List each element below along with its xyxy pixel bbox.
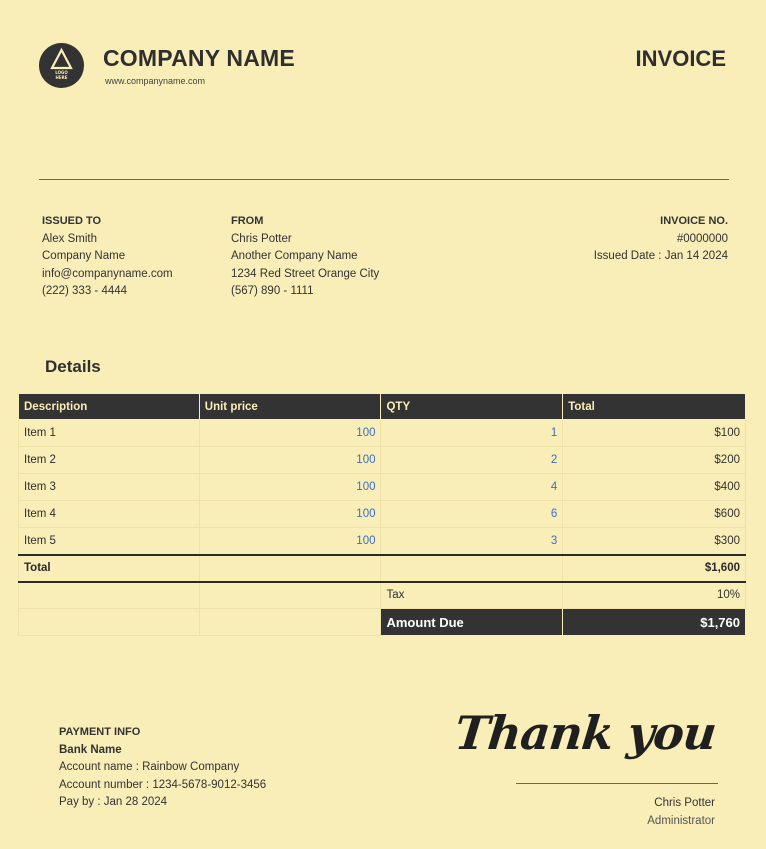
- column-header-description: Description: [19, 394, 200, 420]
- signer-role: Administrator: [647, 815, 715, 827]
- item-qty: 2: [381, 447, 563, 474]
- item-unit-price: 100: [199, 447, 381, 474]
- logo-text-line2: HERE: [55, 75, 68, 80]
- item-qty: 4: [381, 474, 563, 501]
- issued-to-phone: (222) 333 - 4444: [42, 285, 128, 297]
- table-header-row: [19, 394, 746, 420]
- triangle-logo-icon: [39, 43, 84, 88]
- item-total: $300: [563, 528, 746, 555]
- company-url[interactable]: www.companyname.com: [105, 76, 206, 86]
- issued-to-heading: ISSUED TO: [42, 215, 102, 227]
- tax-label: Tax: [381, 582, 563, 609]
- thank-you-text: Thank you: [452, 706, 719, 760]
- issued-to-email[interactable]: info@companyname.com: [42, 267, 173, 280]
- from-phone: (567) 890 - 1111: [231, 285, 314, 297]
- item-total: $100: [563, 420, 746, 447]
- from-address: 1234 Red Street Orange City: [231, 267, 380, 280]
- item-unit-price: 100: [199, 501, 381, 528]
- table-row: [19, 420, 746, 447]
- column-header-qty: QTY: [381, 394, 563, 420]
- amount-due-label: Amount Due: [381, 609, 563, 636]
- from-block: [231, 213, 379, 301]
- amount-due-row: [19, 609, 746, 636]
- item-total: $200: [563, 447, 746, 474]
- item-total: $400: [563, 474, 746, 501]
- item-qty: 1: [381, 420, 563, 447]
- invoice-title: INVOICE: [635, 46, 726, 71]
- from-heading: FROM: [231, 215, 264, 227]
- signature-line: [516, 783, 718, 784]
- total-row: [19, 555, 746, 582]
- table-row: [19, 447, 746, 474]
- item-description: Item 1: [19, 420, 200, 447]
- total-value: $1,600: [563, 555, 746, 582]
- item-unit-price: 100: [199, 420, 381, 447]
- signer-block: [647, 794, 715, 830]
- account-name: Account name : Rainbow Company: [59, 761, 240, 773]
- item-description: Item 4: [19, 501, 200, 528]
- item-qty: 6: [381, 501, 563, 528]
- company-logo: [39, 43, 84, 88]
- issued-date: Issued Date : Jan 14 2024: [593, 250, 728, 262]
- item-qty: 3: [381, 528, 563, 555]
- details-title: Details: [45, 357, 101, 376]
- signer-name: Chris Potter: [654, 797, 715, 809]
- item-description: Item 2: [19, 447, 200, 474]
- company-name: COMPANY NAME: [103, 45, 295, 71]
- item-description: Item 3: [19, 474, 200, 501]
- issued-to-block: [42, 213, 173, 301]
- table-row: [19, 501, 746, 528]
- table-row: [19, 474, 746, 501]
- invoice-number-block: [594, 213, 728, 266]
- pay-by-date: Pay by : Jan 28 2024: [59, 796, 168, 808]
- item-unit-price: 100: [199, 474, 381, 501]
- account-number: Account number : 1234-5678-9012-3456: [59, 778, 267, 791]
- total-label: Total: [19, 555, 200, 582]
- issued-to-company: Company Name: [42, 250, 126, 262]
- payment-info-block: [59, 724, 266, 812]
- tax-row: [19, 582, 746, 609]
- column-header-total: Total: [563, 394, 746, 420]
- details-table: [18, 393, 746, 636]
- item-description: Item 5: [19, 528, 200, 555]
- invoice-number: #0000000: [676, 232, 728, 245]
- issued-to-name: Alex Smith: [42, 232, 97, 245]
- invoice-number-heading: INVOICE NO.: [660, 215, 728, 227]
- table-row: [19, 528, 746, 555]
- tax-value: 10%: [563, 582, 746, 609]
- amount-due-value: $1,760: [563, 609, 746, 636]
- header-divider: [39, 179, 729, 180]
- from-name: Chris Potter: [231, 232, 292, 245]
- from-company: Another Company Name: [231, 250, 358, 262]
- payment-info-heading: PAYMENT INFO: [59, 726, 141, 738]
- column-header-unit-price: Unit price: [199, 394, 381, 420]
- item-total: $600: [563, 501, 746, 528]
- logo-text-line1: LOGO: [55, 70, 68, 75]
- item-unit-price: 100: [199, 528, 381, 555]
- bank-name: Bank Name: [59, 743, 122, 756]
